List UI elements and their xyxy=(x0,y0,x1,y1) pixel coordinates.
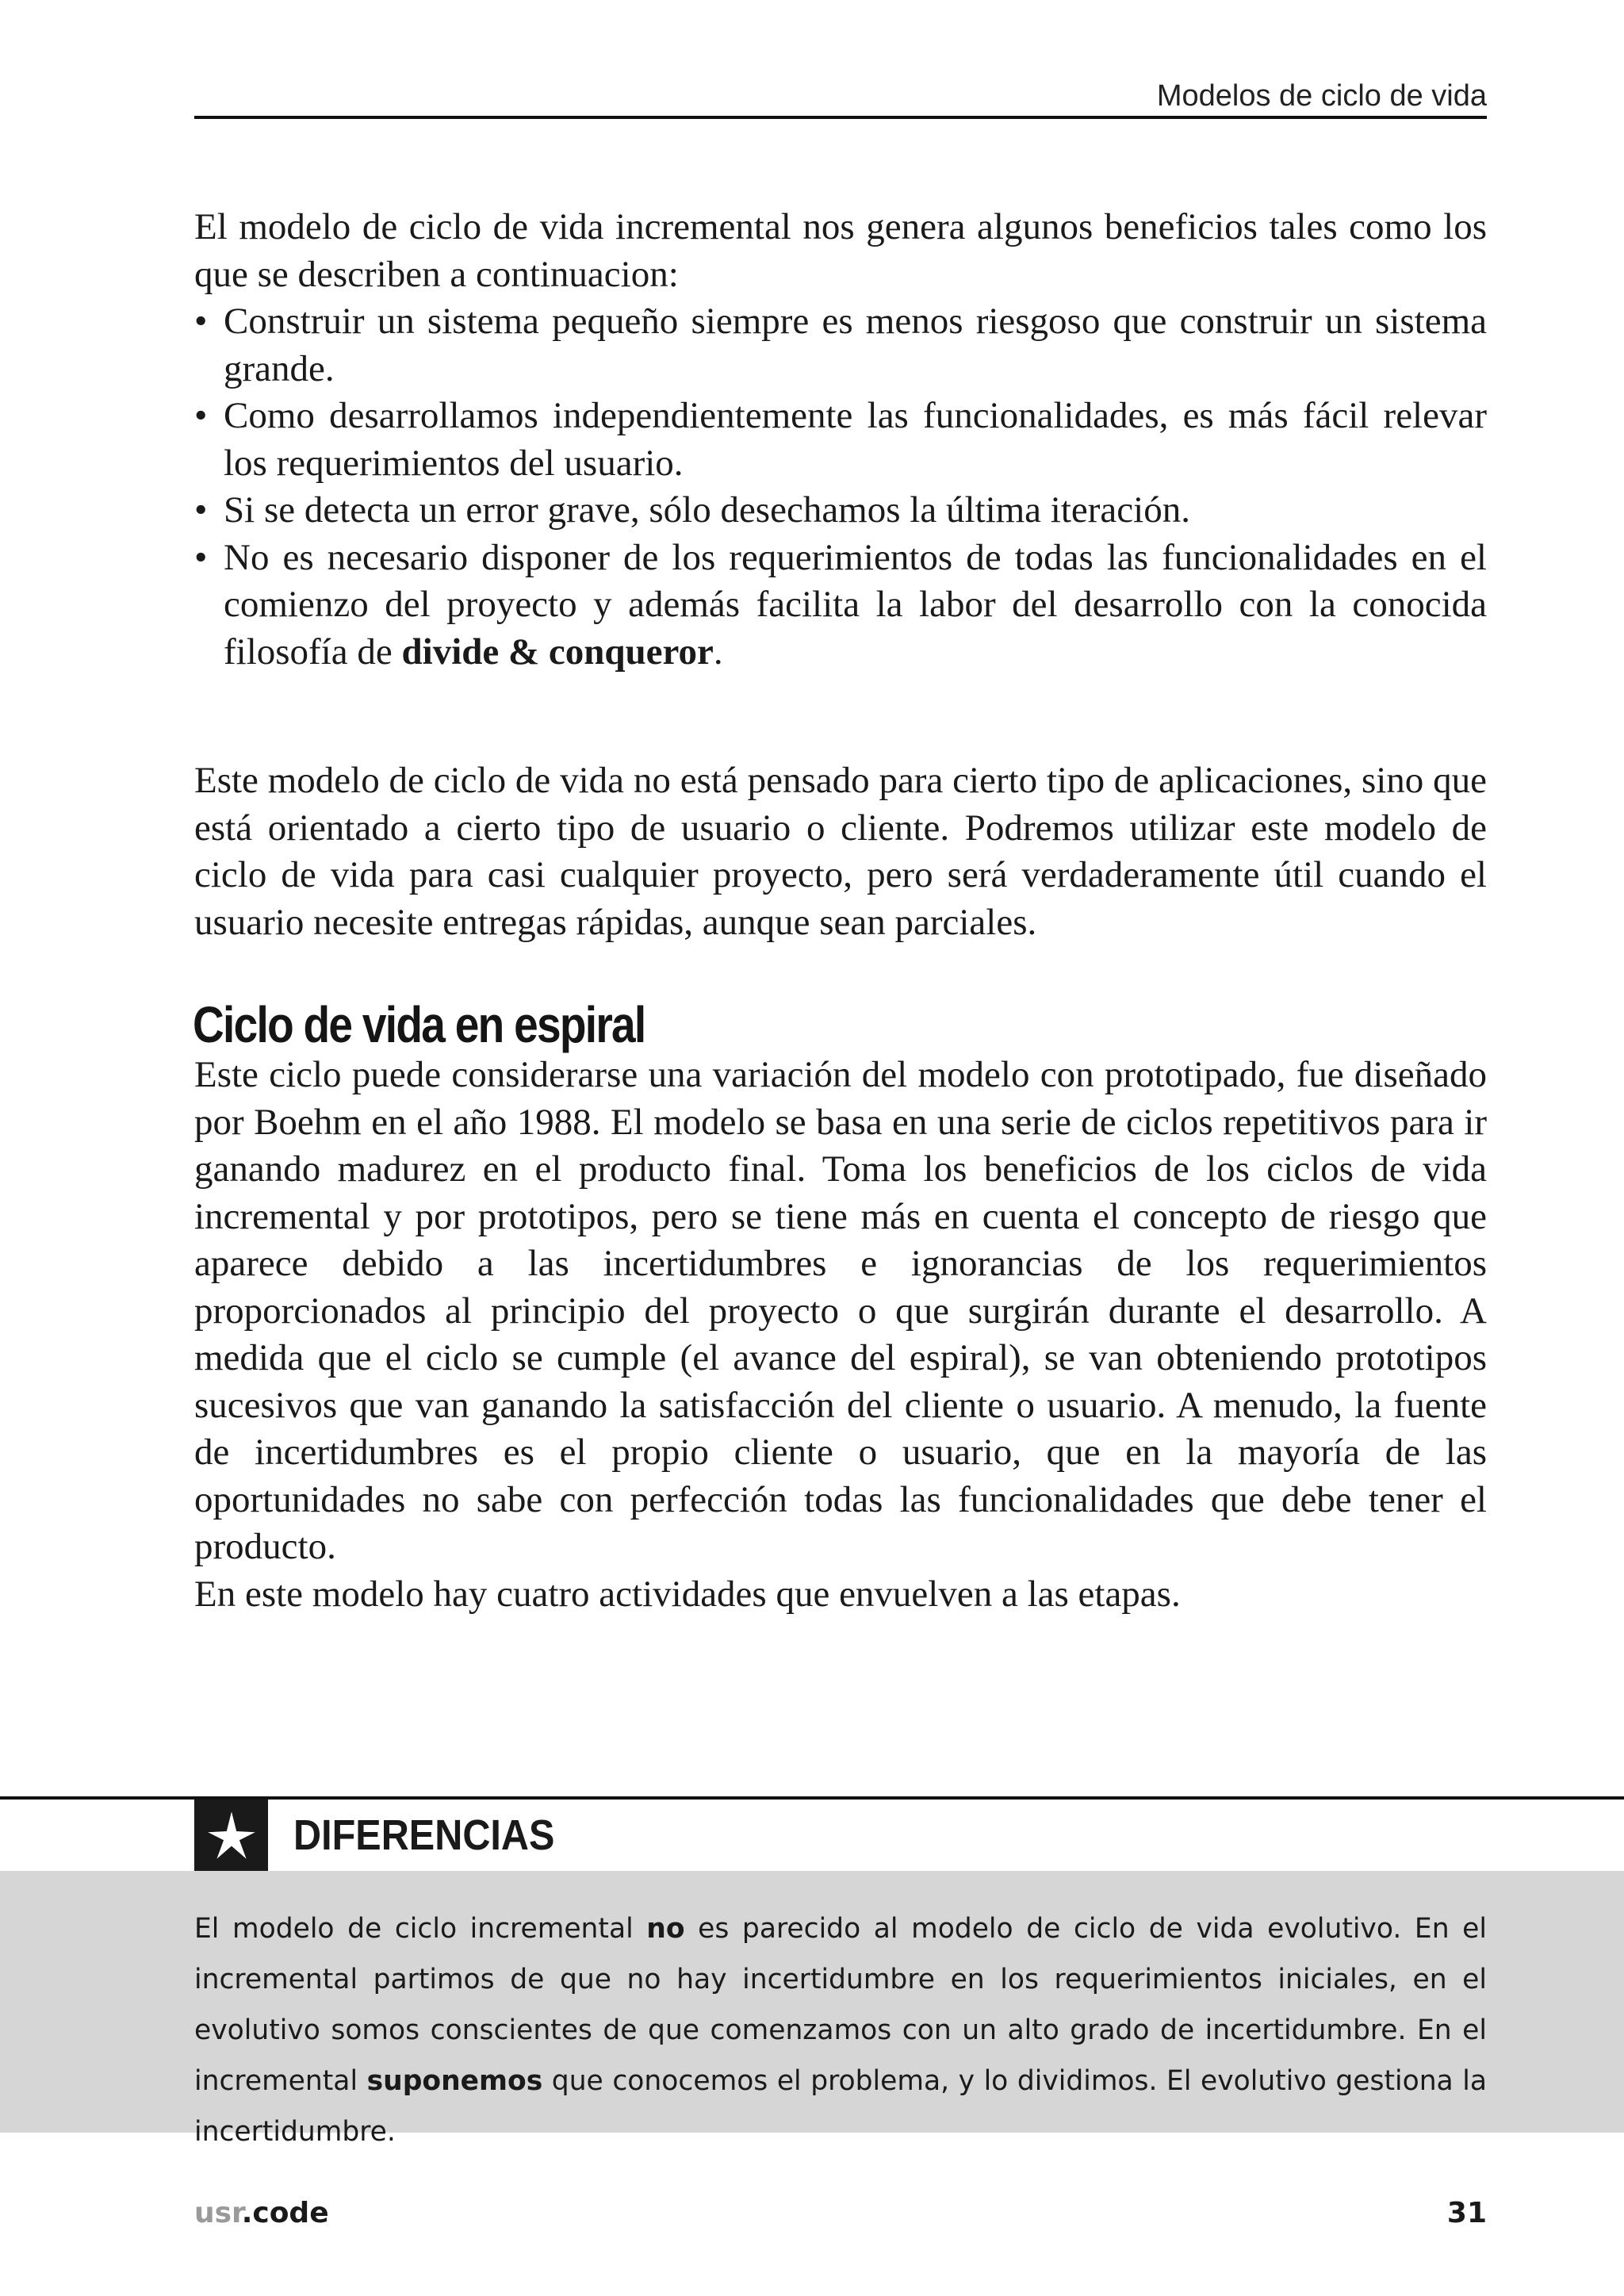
header-rule xyxy=(194,116,1487,119)
list-item: • Como desarrollamos independientemente las funcionalidades, es más fácil relevar los requerimientos del usuario. xyxy=(194,393,1487,487)
spiral-section-body xyxy=(194,1052,1487,1618)
usage-paragraph: Este modelo de ciclo de vida no está pensado para cierto tipo de aplicaciones, sino que está orientado a cierto tipo de usuario o cliente. Podremos utilizar este modelo de ciclo de vida para casi cualquier proyecto, pero será verdaderamente útil cuando el usuario necesite entregas rápidas, aunque sean parciales. xyxy=(194,760,1487,943)
page-number: 31 xyxy=(1446,2197,1487,2229)
brand-prefix: usr xyxy=(194,2197,242,2229)
intro-paragraph: El modelo de ciclo de vida incremental nos genera algunos beneficios tales como los que se describen a continuacion: xyxy=(194,206,1487,295)
emphasis-text: suponemos xyxy=(366,2065,543,2097)
list-item xyxy=(194,535,1487,677)
emphasis-text: no xyxy=(646,1913,685,1945)
differences-text-part: El modelo de ciclo incremental xyxy=(194,1913,647,1945)
brand-suffix: .code xyxy=(241,2197,329,2229)
footer-brand xyxy=(194,2197,329,2229)
list-item: • Construir un sistema pequeño siempre es menos riesgoso que construir un sistema grande. xyxy=(194,298,1487,393)
differences-text-part: que conocemos el problema, y lo dividimos. El evolutivo gestiona la incertidumbre. xyxy=(194,2065,1487,2148)
benefits-list xyxy=(194,298,1487,676)
emphasis-text: divide & conqueror xyxy=(401,631,714,673)
differences-title: DIFERENCIAS xyxy=(293,1811,555,1859)
differences-text-part: es parecido al modelo de ciclo de vida evolutivo. En el incremental partimos de que no hay incertidumbre en los requerimientos iniciales, en el evolutivo somos conscientes de que comenzamos con un alto grado de incertidumbre. En el incremental xyxy=(194,1913,1487,2097)
spiral-closing-paragraph: En este modelo hay cuatro actividades que envuelven a las etapas. xyxy=(194,1573,1181,1615)
list-item-text: . xyxy=(713,631,723,673)
star-icon xyxy=(194,1800,268,1871)
section-heading: Ciclo de vida en espiral xyxy=(193,996,645,1053)
list-item-text: No es necesario disponer de los requerimientos de todas las funcionalidades en el comienzo del proyecto y además facilita la labor del desarrollo con la conocida filosofía de xyxy=(224,536,1487,673)
spiral-paragraph: Este ciclo puede considerarse una variación del modelo con prototipado, fue diseñado por Boehm en el año 1988. El modelo se basa en una serie de ciclos repetitivos para ir ganando madurez en el producto final. Toma los beneficios de los ciclos de vida incremental y por prototipos, pero se tiene más en cuenta el concepto de riesgo que aparece debido a las incertidumbres e ignorancias de los requerimientos proporcionados al principio del proyecto o que surgirán durante el desarrollo. A medida que el ciclo se cumple (el avance del espiral), se van obteniendo prototipos sucesivos que van ganando la satisfacción del cliente o usuario. A menudo, la fuente de incertidumbres es el propio cliente o usuario, que en la mayoría de las oportunidades no sabe con perfección todas las funcionalidades que debe tener el producto. xyxy=(194,1054,1487,1567)
running-header: Modelos de ciclo de vida xyxy=(1156,79,1487,113)
star-icon-glyph xyxy=(207,1811,256,1860)
differences-text xyxy=(194,1903,1487,2157)
list-item: • Si se detecta un error grave, sólo desechamos la última iteración. xyxy=(194,487,1487,535)
intro-block xyxy=(194,204,1487,676)
